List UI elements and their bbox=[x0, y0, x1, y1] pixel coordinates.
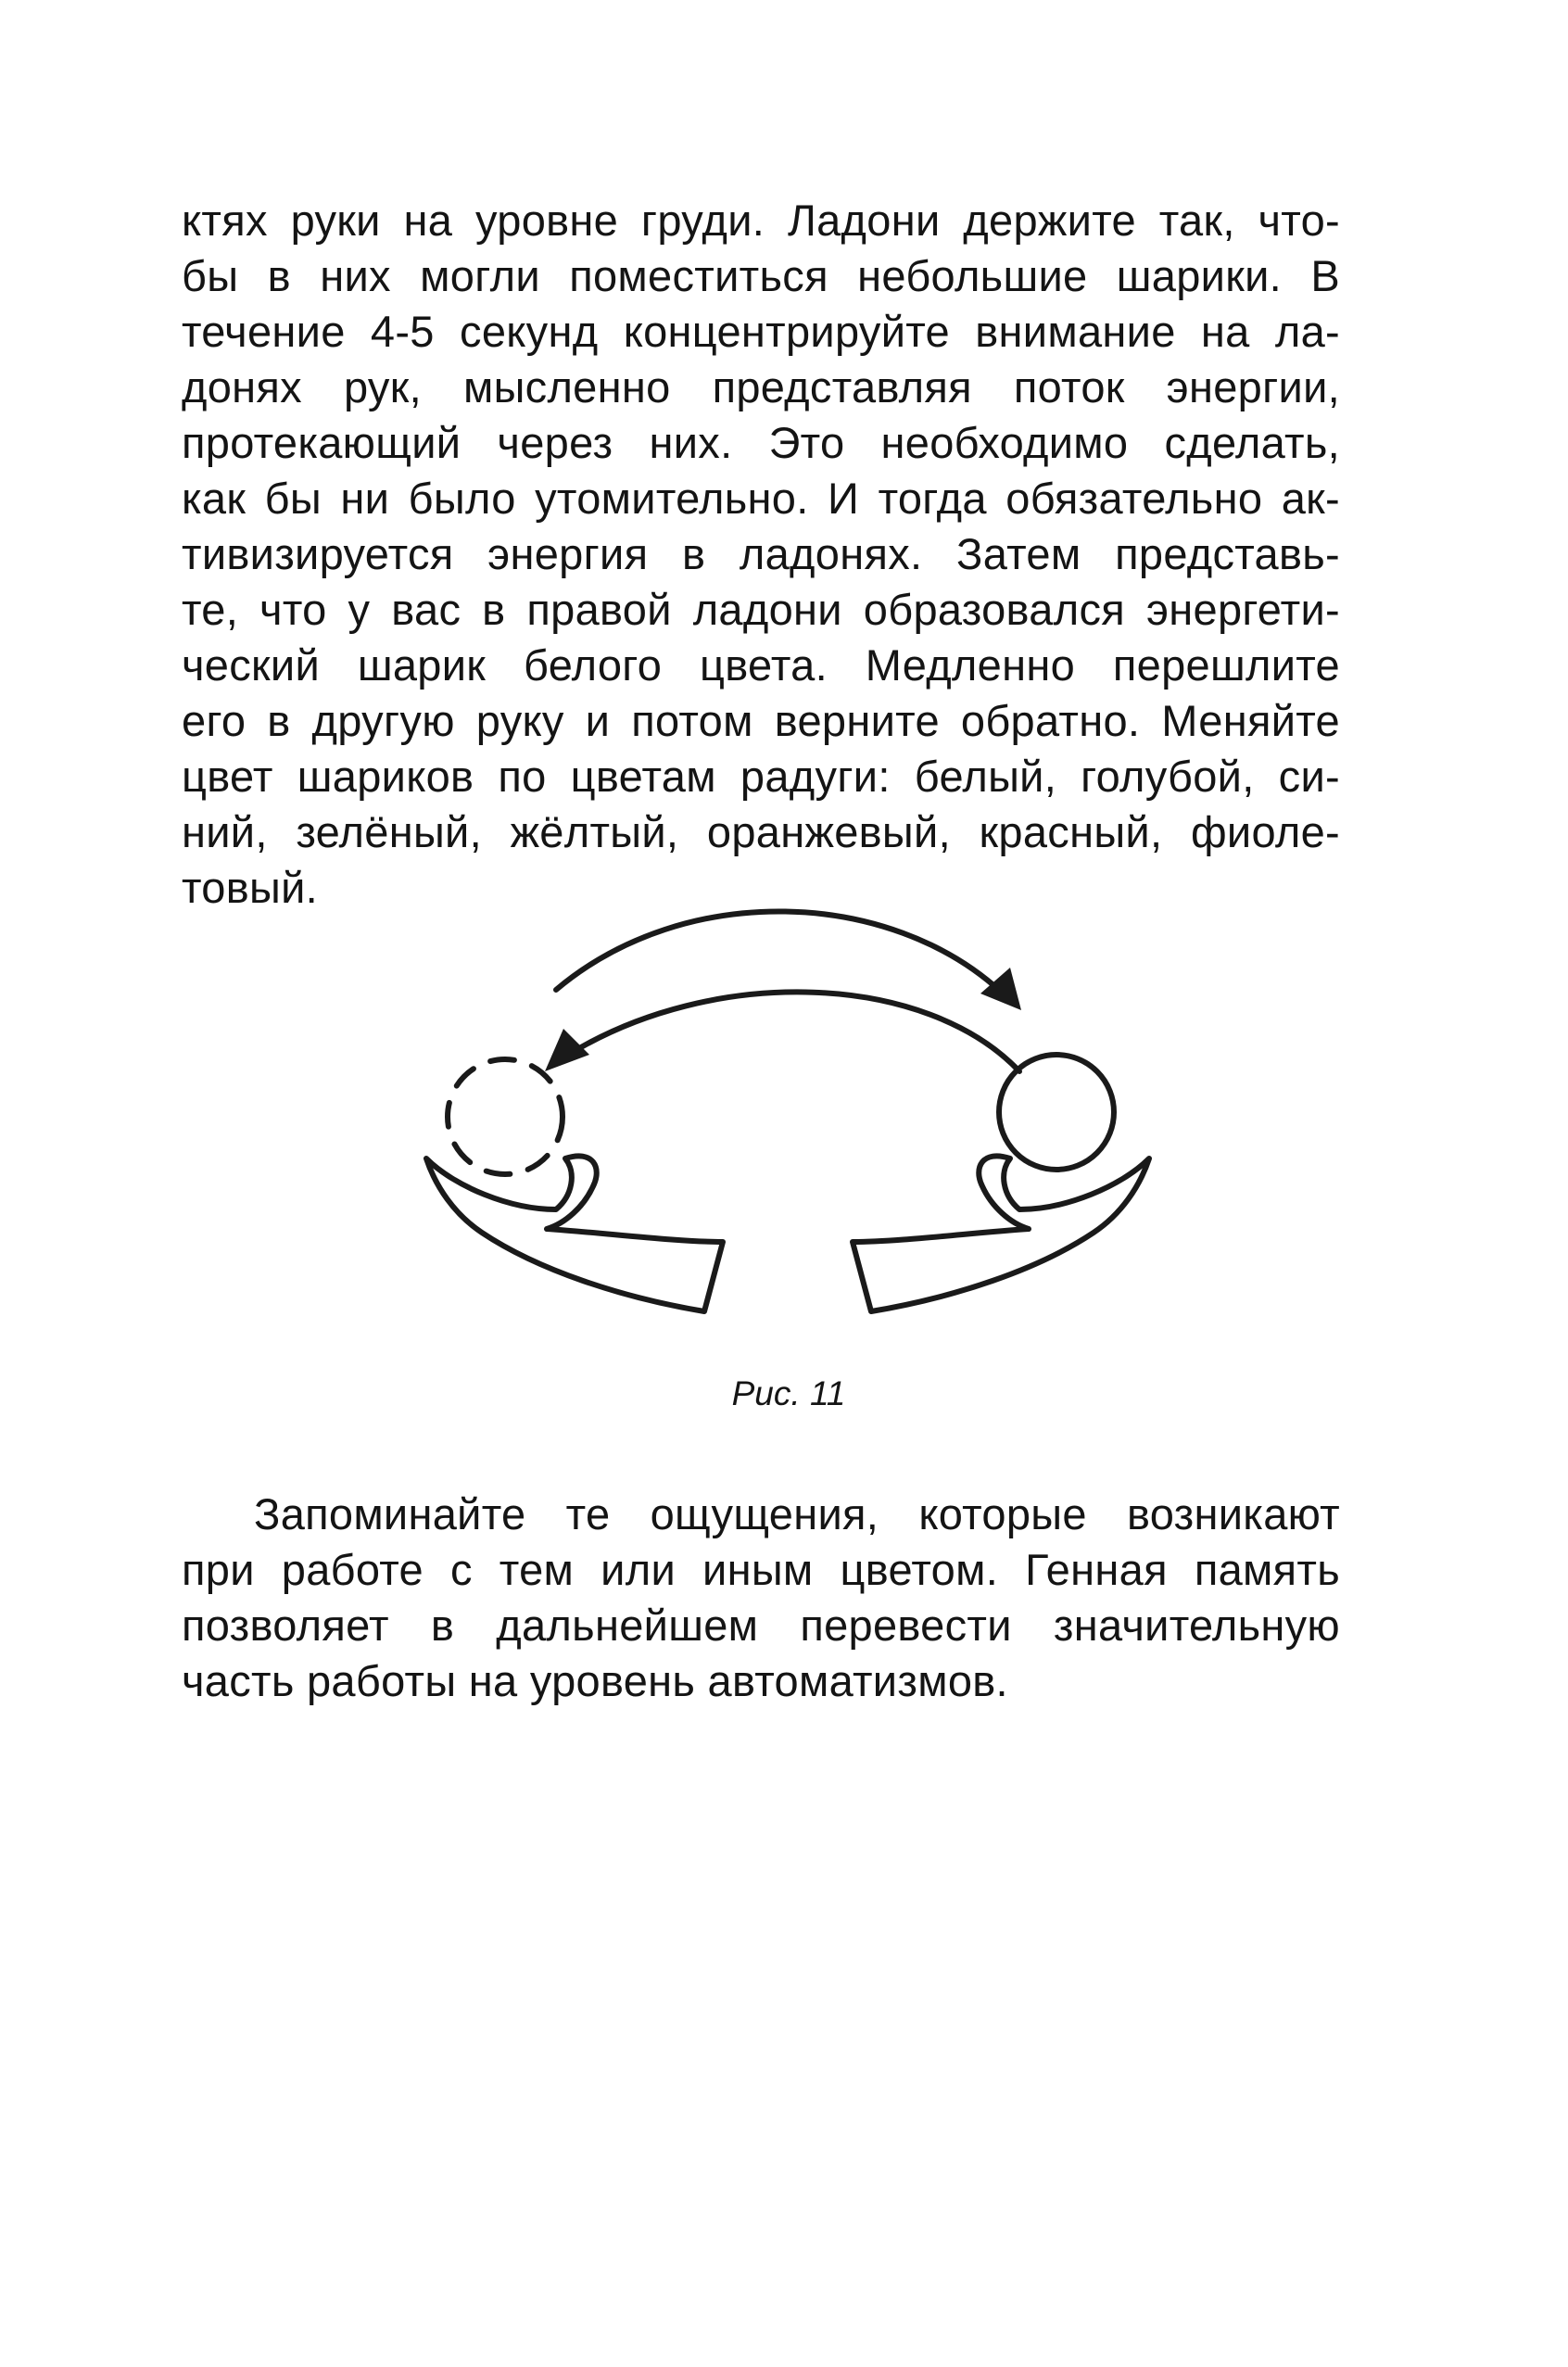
paragraph-1-line: течение 4-5 секунд концентрируйте внимание на ла- bbox=[182, 307, 1340, 356]
paragraph-2-line: Запоминайте те ощущения, которые возникают bbox=[254, 1489, 1340, 1538]
paragraph-1-line: ктях руки на уровне груди. Ладони держите так, что- bbox=[182, 196, 1340, 245]
paragraph-1-line: бы в них могли поместиться небольшие шарики. В bbox=[182, 251, 1340, 300]
paragraph-1-line: как бы ни было утомительно. И тогда обязательно ак- bbox=[182, 474, 1340, 523]
paragraph-2-line: при работе с тем или иным цветом. Генная память bbox=[182, 1545, 1340, 1594]
arrow-arc-right bbox=[556, 911, 1001, 992]
paragraph-1-line: протекающий через них. Это необходимо сделать, bbox=[182, 418, 1340, 467]
arrowhead-right bbox=[980, 968, 1021, 1010]
paragraph-1-line: донях рук, мысленно представляя поток энергии, bbox=[182, 362, 1340, 411]
figure-caption: Рис. 11 bbox=[731, 1374, 846, 1412]
paragraph-1 bbox=[182, 193, 1340, 916]
dashed-ball bbox=[448, 1059, 563, 1174]
solid-ball bbox=[999, 1055, 1114, 1170]
paragraph-1-line: тивизируется энергия в ладонях. Затем представь- bbox=[182, 529, 1340, 578]
paragraph-2 bbox=[182, 1487, 1340, 1709]
arrowhead-left bbox=[545, 1029, 589, 1071]
paragraph-2-line: позволяет в дальнейшем перевести значительную bbox=[182, 1601, 1340, 1650]
paragraph-1-last-line: товый. bbox=[182, 863, 318, 912]
figure-energy-ball-hands bbox=[408, 890, 1168, 1316]
paragraph-1-line: цвет шариков по цветам радуги: белый, голубой, си- bbox=[182, 752, 1340, 801]
right-hand bbox=[853, 1156, 1149, 1311]
paragraph-2-last-line: часть работы на уровень автоматизмов. bbox=[182, 1656, 1008, 1705]
hands-illustration bbox=[408, 890, 1168, 1316]
paragraph-1-line: те, что у вас в правой ладони образовался энергети- bbox=[182, 585, 1340, 634]
paragraph-1-line: его в другую руку и потом верните обратно. Меняйте bbox=[182, 696, 1340, 745]
paragraph-1-line: ний, зелёный, жёлтый, оранжевый, красный, фиоле- bbox=[182, 807, 1340, 856]
left-hand bbox=[426, 1156, 723, 1311]
paragraph-1-line: ческий шарик белого цвета. Медленно перешлите bbox=[182, 640, 1340, 690]
arrow-arc-left bbox=[565, 992, 1019, 1071]
